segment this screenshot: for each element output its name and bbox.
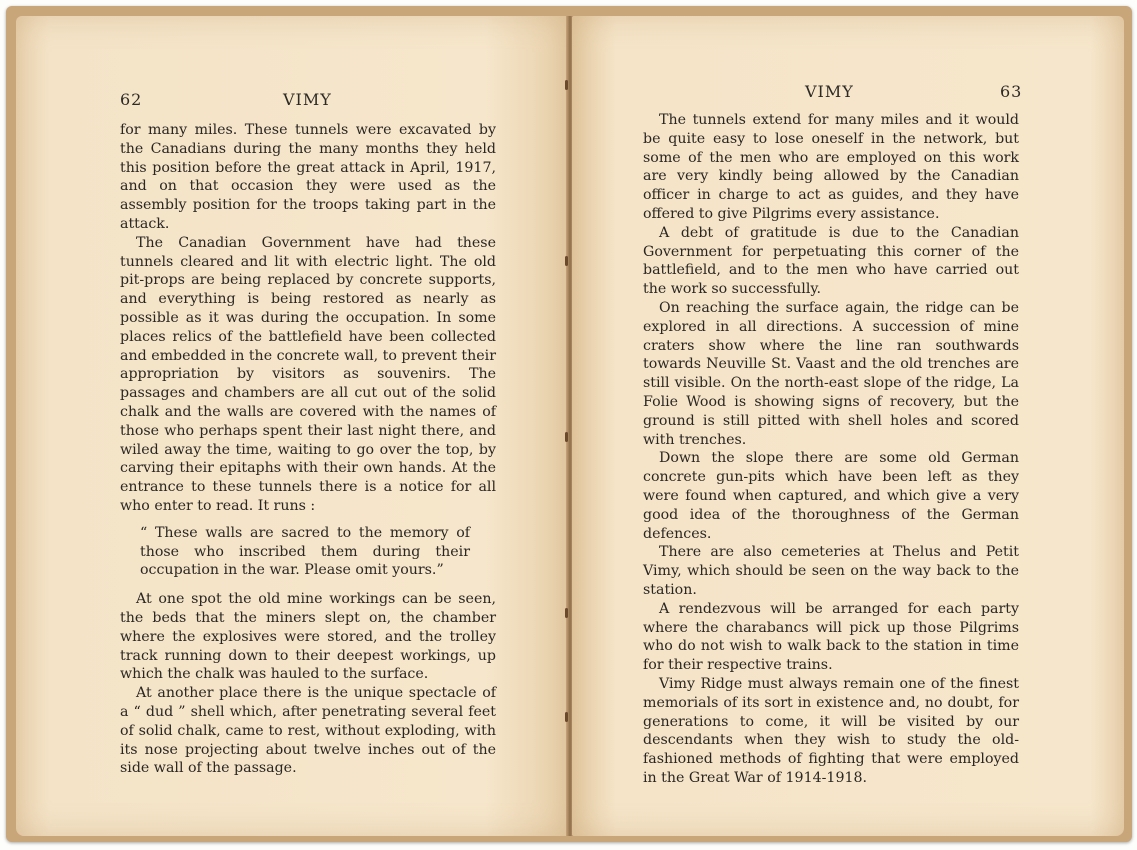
binding-stitch	[565, 80, 568, 90]
quote-text: “ These walls are sacred to the memory of those who inscribed them during their occupation in the war. Please omit yours.”	[140, 524, 470, 579]
tunnel-notice-quote	[140, 524, 470, 580]
paragraph: The Canadian Government have had these tunnels cleared and lit with electric light. The old pit-props are being replaced by concrete supports, and everything is being restored as nearly as possible as it was during the occupation. In some places relics of the battlefield have been collected and embedded in the concrete wall, to prevent their appropriation by visitors as souvenirs. The passages and chambers are all cut out of the solid chalk and the walls are covered with the names of those who perhaps spent their last night there, and wiled away the time, waiting to go over the top, by carving their epitaphs with their own hands. At the entrance to these tunnels there is a notice for all who enter to read. It runs :	[120, 234, 496, 514]
binding-stitch	[565, 432, 568, 442]
paragraph: On reaching the surface again, the ridge can be explored in all directions. A succession of mine craters show where the line ran southwards towards Neuville St. Vaast and the old trenches are still visible. On the north-east slope of the ridge, La Folie Wood is showing signs of recovery, but the ground is still pitted with shell holes and scored with trenches.	[643, 299, 1019, 448]
left-page-number: 62	[120, 90, 143, 109]
paragraph: The tunnels extend for many miles and it would be quite easy to lose oneself in the network, but some of the men who are employed on this work are very kindly being allowed by the Canadian officer in charge to act as guides, and they have offered to give Pilgrims every assistance.	[643, 112, 1019, 222]
binding-stitch	[565, 256, 568, 266]
binding-stitch	[565, 608, 568, 618]
paragraph: At one spot the old mine workings can be seen, the beds that the miners slept on, the chamber where the explosives were stored, and the trolley track running down to their deepest workings, up which the chalk was hauled to the surface.	[120, 591, 496, 683]
left-running-head: VIMY	[283, 90, 332, 109]
paragraph: A rendezvous will be arranged for each party where the charabancs will pick up those Pilgrims who do not wish to walk back to the station in time for their respective trains.	[643, 600, 1019, 674]
paragraph: There are also cemeteries at Thelus and Petit Vimy, which should be seen on the way back to the station.	[643, 544, 1019, 598]
left-page-text	[120, 121, 496, 778]
paragraph: A debt of gratitude is due to the Canadian Government for perpetuating this corner of the battlefield, and to the men who have carried out the work so successfully.	[643, 224, 1019, 298]
paragraph: At another place there is the unique spectacle of a “ dud ” shell which, after penetrating several feet of solid chalk, came to rest, without exploding, with its nose projecting about twelve inches out of the side wall of the passage.	[120, 685, 496, 777]
paragraph: Down the slope there are some old German concrete gun-pits which have been left as they were found when captured, and which give a very good idea of the thoroughness of the German defences.	[643, 450, 1019, 542]
paragraph: Vimy Ridge must always remain one of the finest memorials of its sort in existence and, no doubt, for generations to come, it will be visited by our descendants when they wish to study the old-fashioned methods of fighting that were employed in the Great War of 1914-1918.	[643, 675, 1019, 786]
right-page-number: 63	[1000, 82, 1023, 101]
paragraph: for many miles. These tunnels were excavated by the Canadians during the many months they held this position before the great attack in April, 1917, and on that occasion they were used as the assembly position for the troops taking part in the attack.	[120, 122, 496, 232]
right-running-head: VIMY	[805, 82, 854, 101]
binding-stitch	[565, 712, 568, 722]
right-page-text	[643, 111, 1019, 788]
